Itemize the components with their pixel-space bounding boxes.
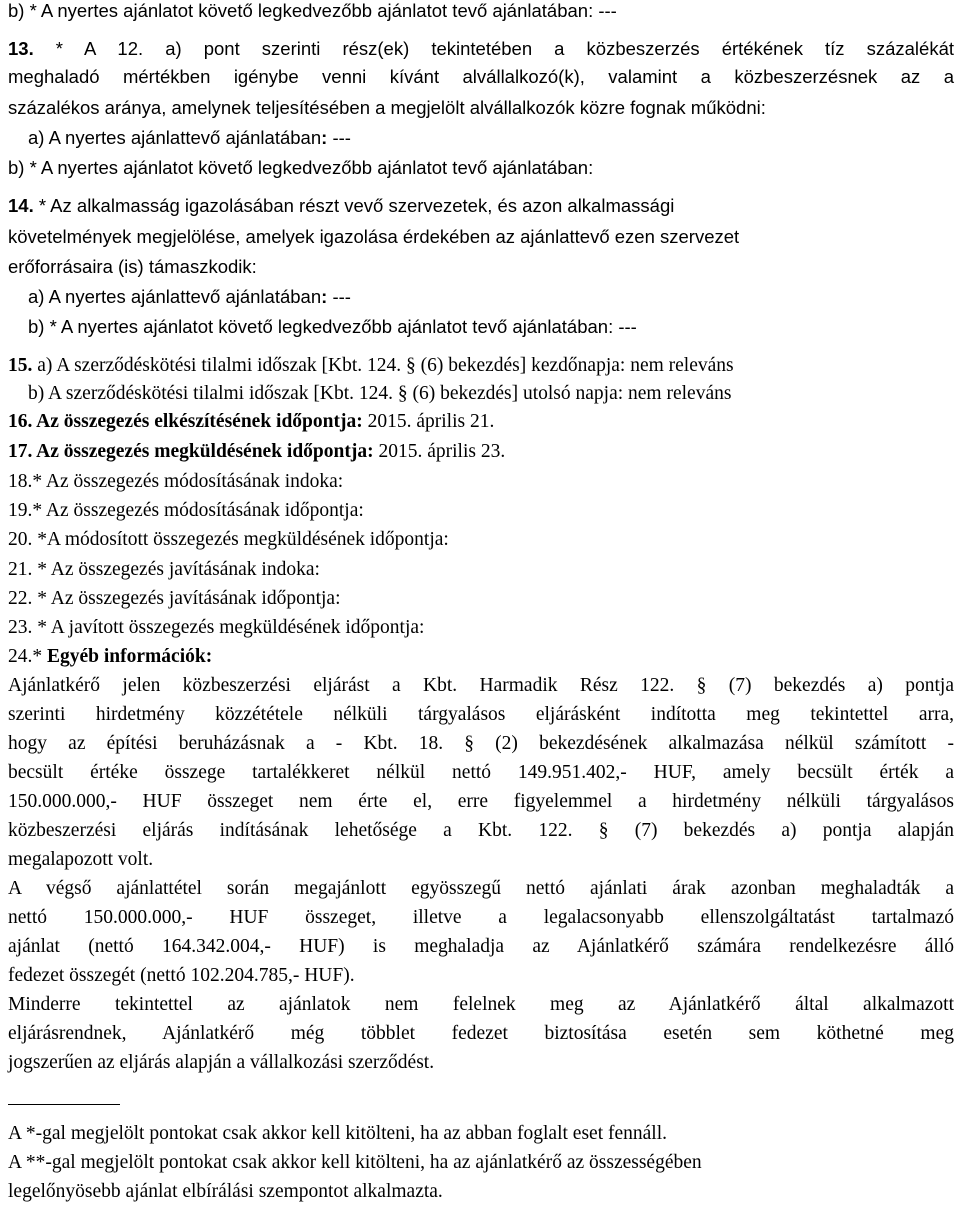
section-14-a-line: a) A nyertes ajánlattevő ajánlatában: --- (28, 286, 351, 307)
section-20-line: 20. *A módosított összegezés megküldésének időpontja: (8, 529, 449, 550)
section-14-number: 14. (8, 195, 34, 216)
section-14-b-line: b) * A nyertes ajánlatot követő legkedvezőbb ajánlatot tevő ajánlatában: --- (28, 316, 637, 337)
section-19-line: 19.* Az összegezés módosításának időpontja: (8, 500, 364, 521)
section-15-b-line: b) A szerződéskötési tilalmi időszak [Kbt. 124. § (6) bekezdés] utolsó napja: nem releváns (28, 383, 732, 404)
section-17-line: 17. Az összegezés megküldésének időpontja: 2015. április 23. (8, 441, 506, 462)
info-paragraph-2-line-2: nettó 150.000.000,- HUF összeget, illetve a legalacsonyabb ellenszolgáltatást tartalmazó (8, 907, 954, 928)
section-13-line-3: százalékos aránya, amelynek teljesítésében a megjelölt alvállalkozók közre fognak működni: (8, 97, 766, 118)
info-paragraph-2-line-3: ajánlat (nettó 164.342.004,- HUF) is meghaladja az Ajánlatkérő számára rendelkezésre álló (8, 936, 954, 957)
section-12-b-line: b) * A nyertes ajánlatot követő legkedvezőbb ajánlatot tevő ajánlatában: --- (8, 0, 617, 21)
section-24-heading: 24.* Egyéb információk: (8, 646, 213, 667)
footnote-1: A *-gal megjelölt pontokat csak akkor kell kitölteni, ha az abban foglalt eset fennáll. (8, 1123, 668, 1144)
section-18-line: 18.* Az összegezés módosításának indoka: (8, 471, 344, 492)
info-paragraph-1-line-7: megalapozott volt. (8, 849, 154, 870)
section-13-line-1: 13. * A 12. a) pont szerinti rész(ek) tekintetében a közbeszerzés értékének tíz százalékát (8, 38, 955, 59)
section-23-line: 23. * A javított összegezés megküldésének időpontja: (8, 617, 425, 638)
info-paragraph-1-line-5: 150.000.000,- HUF összeget nem érte el, erre figyelemmel a hirdetmény nélküli tárgyalásos (8, 791, 954, 812)
info-paragraph-1-line-1: Ajánlatkérő jelen közbeszerzési eljárást a Kbt. Harmadik Rész 122. § (7) bekezdés a) pontja (8, 675, 954, 696)
summary-sent-date: 2015. április 23. (373, 441, 506, 462)
section-14-line-3: erőforrásaira (is) támaszkodik: (8, 256, 257, 277)
info-paragraph-1-line-6: közbeszerzési eljárás indításának lehetősége a Kbt. 122. § (7) bekezdés a) pontja alapján (8, 820, 954, 841)
footnote-2-line-2: legelőnyösebb ajánlat elbírálási szempontot alkalmazta. (8, 1181, 443, 1202)
info-paragraph-2-line-4: fedezet összegét (nettó 102.204.785,- HUF). (8, 965, 355, 986)
footnote-divider (8, 1104, 120, 1105)
section-13-line-2: meghaladó mértékben igénybe venni kívánt alvállalkozó(k), valamint a közbeszerzésnek az a (8, 66, 954, 87)
section-14-line-2: követelmények megjelölése, amelyek igazolása érdekében az ajánlattevő ezen szervezet (8, 226, 740, 247)
section-13-number: 13. (8, 38, 34, 59)
section-22-line: 22. * Az összegezés javításának időpontja: (8, 588, 341, 609)
info-paragraph-1-line-3: hogy az építési beruházásnak a - Kbt. 18. § (2) bekezdésének alkalmazása nélkül számított - (8, 733, 954, 754)
summary-prepared-date: 2015. április 21. (362, 411, 495, 432)
section-16-line: 16. Az összegezés elkészítésének időpontja: 2015. április 21. (8, 411, 495, 432)
footnote-2-line-1: A **-gal megjelölt pontokat csak akkor kell kitölteni, ha az ajánlatkérő az összességében (8, 1152, 702, 1173)
info-paragraph-3-line-2: eljárásrendnek, Ajánlatkérő még többlet fedezet biztosítása esetén sem köthetné meg (8, 1023, 954, 1044)
section-15-number: 15. (8, 355, 33, 376)
section-14-line-1: 14. * Az alkalmasság igazolásában részt vevő szervezetek, és azon alkalmassági (8, 195, 675, 216)
section-13-b-line: b) * A nyertes ajánlatot követő legkedvezőbb ajánlatot tevő ajánlatában: (8, 157, 594, 178)
section-15-a-line: 15. a) A szerződéskötési tilalmi időszak [Kbt. 124. § (6) bekezdés] kezdőnapja: nem releváns (8, 355, 734, 376)
section-13-a-line: a) A nyertes ajánlattevő ajánlatában: --- (28, 127, 351, 148)
info-paragraph-3-line-1: Minderre tekintettel az ajánlatok nem felelnek meg az Ajánlatkérő által alkalmazott (8, 994, 954, 1015)
info-paragraph-3-line-3: jogszerűen az eljárás alapján a vállalkozási szerződést. (8, 1052, 435, 1073)
info-paragraph-1-line-2: szerinti hirdetmény közzététele nélküli tárgyalásos eljárásként indította meg tekintettel arra, (8, 704, 954, 725)
info-paragraph-2-line-1: A végső ajánlattétel során megajánlott egyösszegű nettó ajánlati árak azonban meghaladták a (8, 878, 954, 899)
section-21-line: 21. * Az összegezés javításának indoka: (8, 559, 320, 580)
info-paragraph-1-line-4: becsült értéke összege tartalékkeret nélkül nettó 149.951.402,- HUF, amely becsült érték a (8, 762, 954, 783)
